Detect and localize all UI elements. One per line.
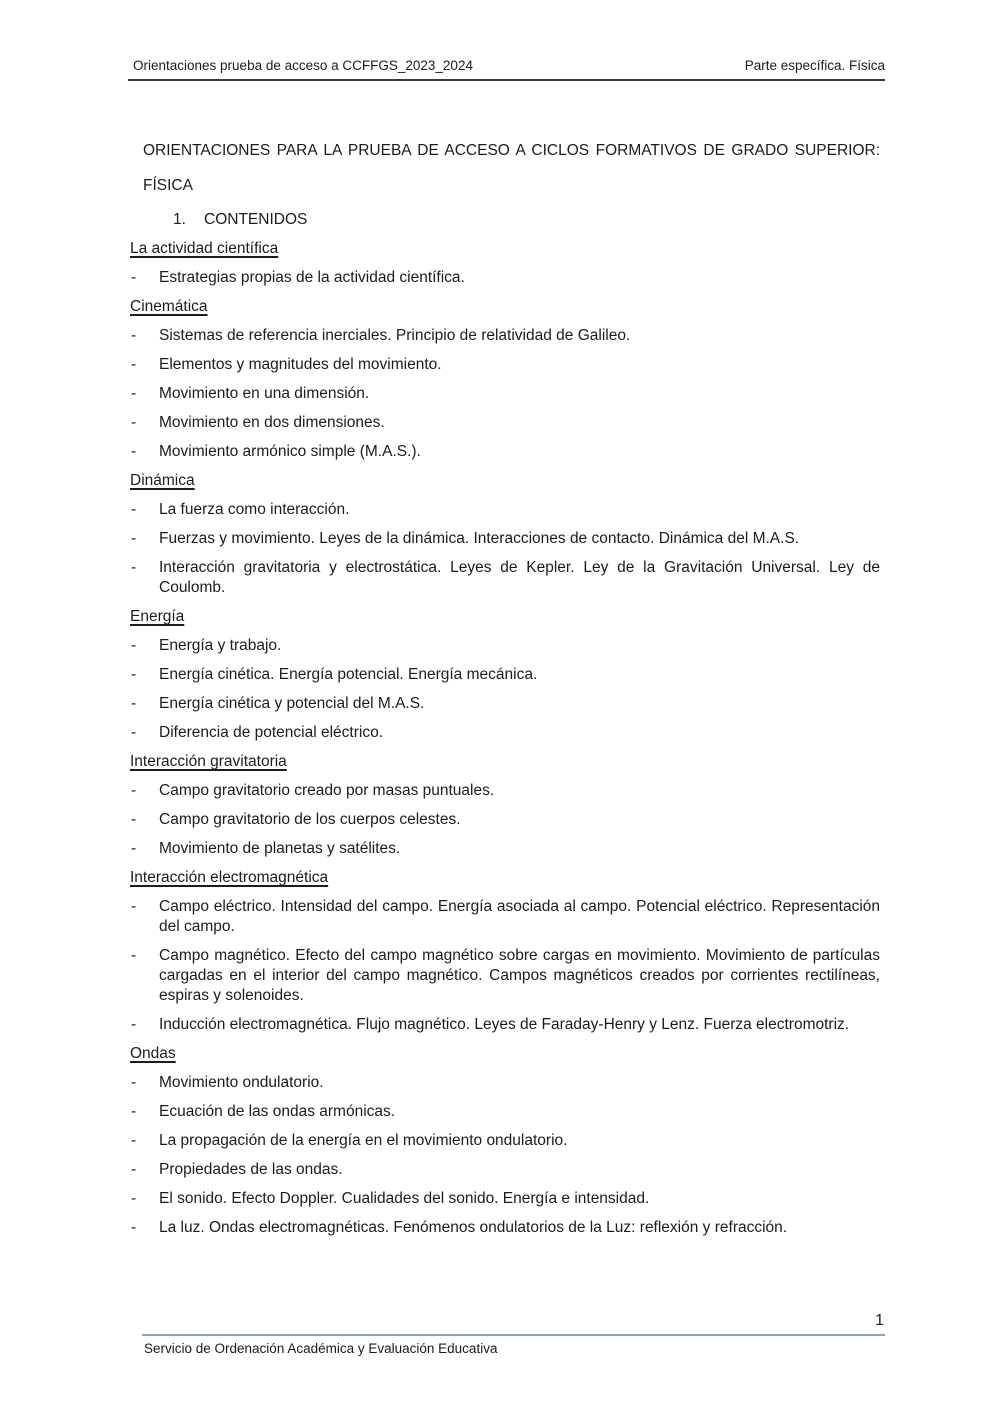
- list-item: - Ecuación de las ondas armónicas.: [131, 1103, 396, 1120]
- section-heading: Interacción gravitatoria: [130, 753, 287, 770]
- bullet-dash: -: [131, 356, 137, 373]
- list-item: - Sistemas de referencia inerciales. Principio de relatividad de Galileo.: [131, 327, 631, 344]
- list-item: - Campo gravitatorio creado por masas puntuales.: [131, 782, 495, 799]
- bullet-dash: -: [131, 501, 137, 518]
- page-header: [128, 57, 885, 81]
- section-heading: Interacción electromagnética: [130, 869, 329, 886]
- bullet-dash: -: [131, 1016, 137, 1033]
- footer-rule: [142, 1334, 885, 1336]
- list-item: - Estrategias propias de la actividad científica.: [131, 269, 465, 286]
- bullet-dash: -: [131, 1219, 137, 1236]
- list-item: - Energía y trabajo.: [131, 637, 282, 654]
- list-item: - La luz. Ondas electromagnéticas. Fenómenos ondulatorios de la Luz: reflexión y refracción.: [131, 1219, 788, 1236]
- bullet-dash: -: [131, 414, 137, 431]
- bullet-dash: -: [131, 811, 137, 828]
- list-item: - Energía cinética. Energía potencial. Energía mecánica.: [131, 666, 538, 683]
- bullet-dash: -: [131, 1074, 137, 1091]
- document-body: [130, 133, 880, 1247]
- page-number: 1: [875, 1312, 884, 1329]
- bullet-dash: -: [131, 385, 137, 402]
- list-item: - Movimiento armónico simple (M.A.S.).: [131, 443, 421, 460]
- list-item: - Campo gravitatorio de los cuerpos celestes.: [131, 811, 461, 828]
- bullet-dash: -: [131, 443, 137, 460]
- document-title: ORIENTACIONES PARA LA PRUEBA DE ACCESO A CICLOS FORMATIVOS DE GRADO SUPERIOR: FÍSICA: [143, 142, 880, 194]
- bullet-dash: -: [131, 637, 137, 654]
- list-item: - Elementos y magnitudes del movimiento.: [131, 356, 442, 373]
- list-item: - Movimiento ondulatorio.: [131, 1074, 324, 1091]
- list-item: - Movimiento en dos dimensiones.: [131, 414, 385, 431]
- list-item: - Fuerzas y movimiento. Leyes de la dinámica. Interacciones de contacto. Dinámica del M.A.S.: [131, 530, 800, 547]
- bullet-dash: -: [131, 724, 137, 741]
- list-item: - Campo eléctrico. Intensidad del campo. Energía asociada al campo. Potencial eléctrico. Representación del campo.: [131, 898, 880, 935]
- list-item: - La propagación de la energía en el movimiento ondulatorio.: [131, 1132, 568, 1149]
- list-item: - Interacción gravitatoria y electrostática. Leyes de Kepler. Ley de la Gravitación Universal. Ley de Coulomb.: [131, 559, 880, 596]
- list-item: - La fuerza como interacción.: [131, 501, 350, 518]
- footer-text: Servicio de Ordenación Académica y Evaluación Educativa: [144, 1341, 498, 1356]
- list-item: - Diferencia de potencial eléctrico.: [131, 724, 384, 741]
- bullet-dash: -: [131, 840, 137, 857]
- list-item: - El sonido. Efecto Doppler. Cualidades del sonido. Energía e intensidad.: [131, 1190, 650, 1207]
- list-item: - Movimiento en una dimensión.: [131, 385, 370, 402]
- bullet-dash: -: [131, 269, 137, 286]
- list-item: - Campo magnético. Efecto del campo magnético sobre cargas en movimiento. Movimiento de partículas cargadas en el interior del campo magnético. Campos magnéticos creados por corrientes rectilíneas, espiras y solenoides.: [131, 947, 880, 1004]
- bullet-dash: -: [131, 327, 137, 344]
- bullet-dash: -: [131, 1190, 137, 1207]
- header-left-text: Orientaciones prueba de acceso a CCFFGS_2023_2024: [133, 58, 473, 73]
- header-right-text: Parte específica. Física: [744, 58, 885, 73]
- bullet-dash: -: [131, 666, 137, 683]
- section-heading: Dinámica: [130, 472, 195, 489]
- list-item: - Energía cinética y potencial del M.A.S.: [131, 695, 425, 712]
- bullet-dash: -: [131, 1103, 137, 1120]
- heading-label: CONTENIDOS: [204, 211, 308, 228]
- numbered-heading: [130, 210, 880, 230]
- list-item: - Movimiento de planetas y satélites.: [131, 840, 401, 857]
- bullet-dash: -: [131, 1132, 137, 1149]
- bullet-dash: -: [131, 1161, 137, 1178]
- section-heading: Cinemática: [130, 298, 208, 315]
- bullet-dash: -: [131, 559, 137, 576]
- section-heading: La actividad científica: [130, 240, 279, 257]
- section-heading: Energía: [130, 608, 185, 625]
- bullet-dash: -: [131, 530, 137, 547]
- list-item: - Inducción electromagnética. Flujo magnético. Leyes de Faraday-Henry y Lenz. Fuerza electromotriz.: [131, 1016, 850, 1033]
- bullet-dash: -: [131, 947, 137, 964]
- bullet-dash: -: [131, 782, 137, 799]
- list-item: - Propiedades de las ondas.: [131, 1161, 343, 1178]
- section-heading: Ondas: [130, 1045, 176, 1062]
- heading-number: 1.: [173, 211, 186, 228]
- bullet-dash: -: [131, 695, 137, 712]
- bullet-dash: -: [131, 898, 137, 915]
